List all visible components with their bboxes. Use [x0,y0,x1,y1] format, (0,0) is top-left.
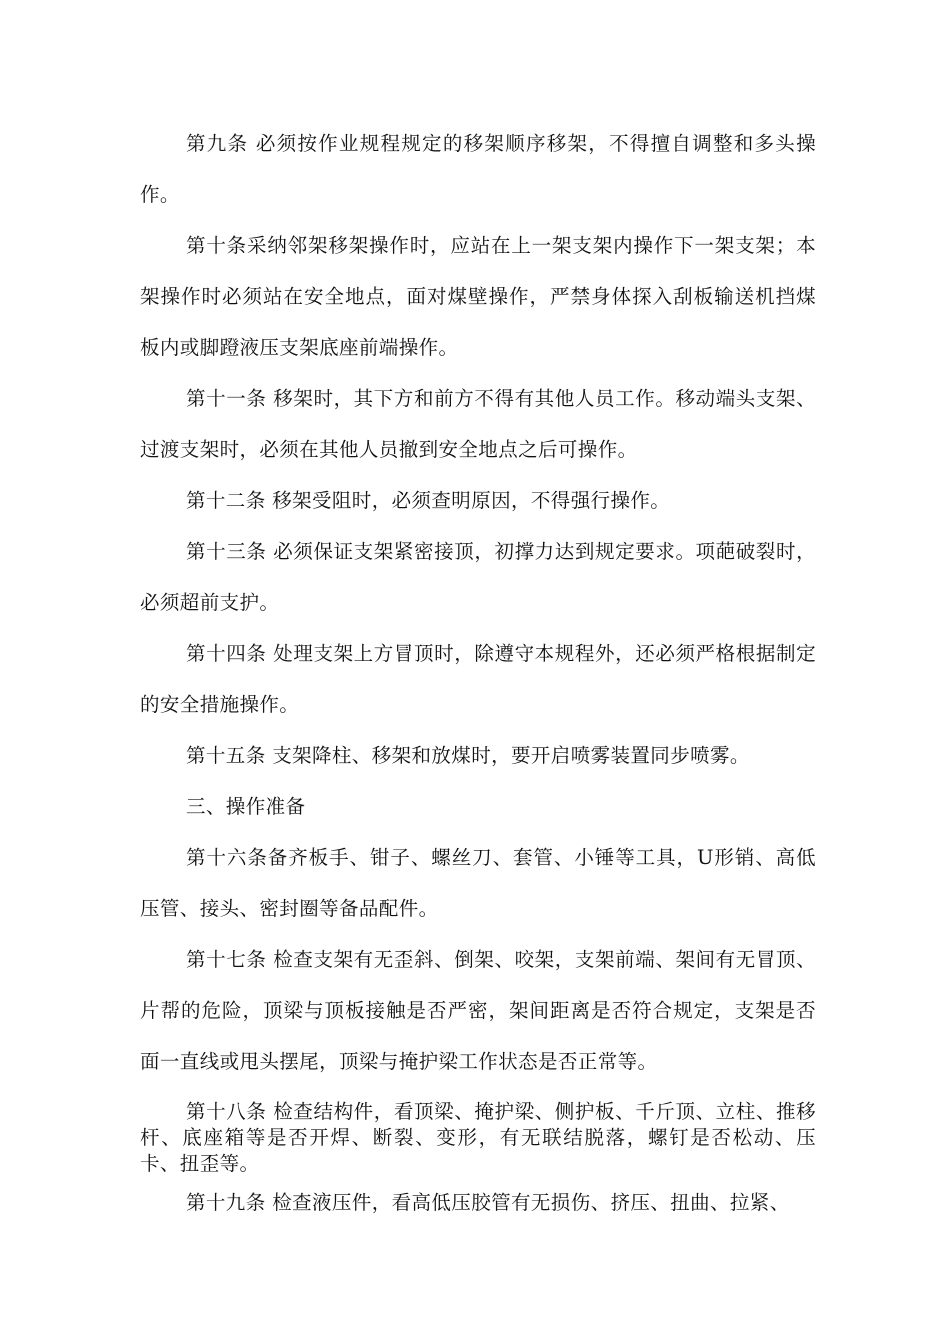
paragraph-article-19: 第十九条 检查液压件，看高低压胶管有无损伤、挤压、扭曲、拉紧、 [186,1191,790,1214]
document-page [140,118,816,1228]
paragraph-article-16: 第十六条备齐板手、钳子、螺丝刀、套管、小锤等工具，U形销、高低压管、接头、密封圈等备品配件。 [140,846,816,920]
section-heading-operation-preparation: 三、操作准备 [186,795,306,818]
paragraph-article-13: 第十三条 必须保证支架紧密接顶，初撑力达到规定要求。项葩破裂时，必须超前支护。 [140,540,816,614]
paragraph-article-10: 第十条采纳邻架移架操作时，应站在上一架支架内操作下一架支架；本架操作时必须站在安全地点，面对煤壁操作，严禁身体探入刮板输送机挡煤板内或脚蹬液压支架底座前端操作。 [140,234,816,359]
paragraph-article-15: 第十五条 支架降柱、移架和放煤时，要开启喷雾装置同步喷雾。 [186,744,750,767]
paragraph-article-14: 第十四条 处理支架上方冒顶时，除遵守本规程外，还必须严格根据制定的安全措施操作。 [140,642,816,716]
paragraph-article-12: 第十二条 移架受阻时，必须查明原因，不得强行操作。 [186,489,671,512]
paragraph-article-9: 第九条 必须按作业规程规定的移架顺序移架，不得擅自调整和多头操作。 [140,132,816,206]
paragraph-article-11: 第十一条 移架时，其下方和前方不得有其他人员工作。移动端头支架、过渡支架时，必须在其他人员撤到安全地点之后可操作。 [140,387,816,461]
paragraph-article-17: 第十七条 检查支架有无歪斜、倒架、咬架，支架前端、架间有无冒顶、片帮的危险，顶梁与顶板接触是否严密，架间距离是否符合规定，支架是否面一直线或甩头摆尾，顶梁与掩护梁工作状态是否正常等。 [140,948,816,1073]
paragraph-article-18: 第十八条 检查结构件，看顶梁、掩护梁、侧护板、千斤顶、立柱、推移杆、底座箱等是否开焊、断裂、变形，有无联结脱落，螺钉是否松动、压卡、扭歪等。 [140,1100,816,1175]
